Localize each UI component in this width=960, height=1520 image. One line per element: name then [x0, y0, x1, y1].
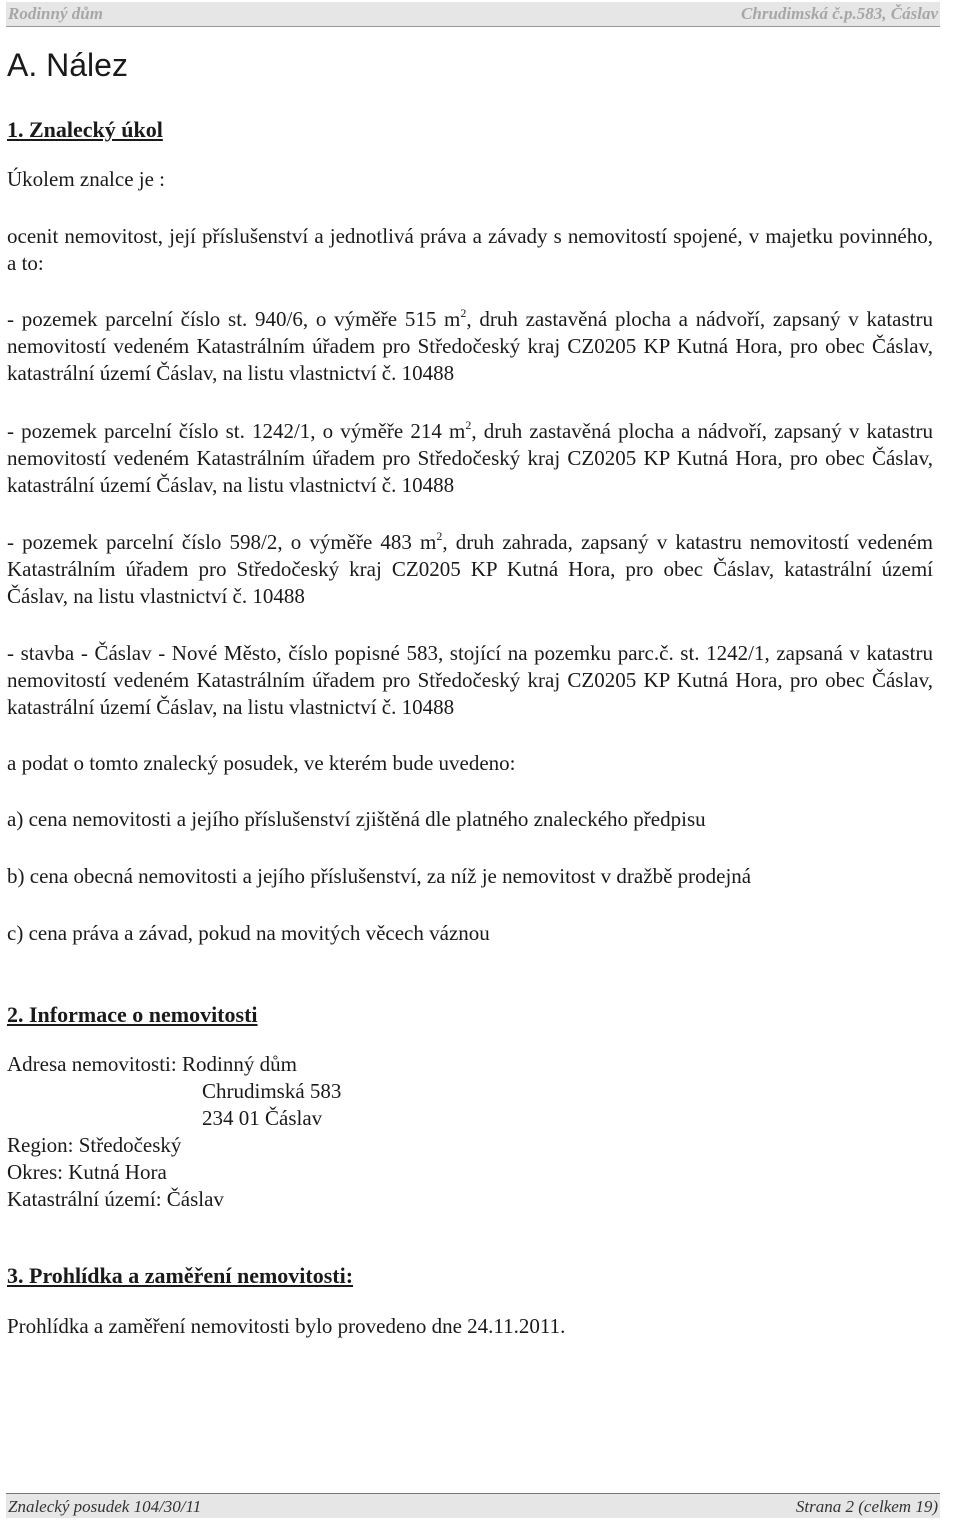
district: Okres: Kutná Hora [7, 1160, 167, 1184]
request-text: a podat o tomto znalecký posudek, ve kterém bude uvedeno: [7, 751, 516, 775]
footer-left: Znalecký posudek 104/30/11 [8, 1497, 202, 1516]
footer-right: Strana 2 (celkem 19) [795, 1497, 938, 1516]
section-3-heading: 3. Prohlídka a zaměření nemovitosti: [7, 1263, 354, 1288]
address-line-1: Adresa nemovitosti: Rodinný dům [7, 1052, 297, 1076]
page-header [6, 2, 940, 27]
section-2-heading: 2. Informace o nemovitosti [7, 1002, 258, 1027]
section-1-heading: 1. Znalecký úkol [7, 117, 163, 142]
header-right: Chrudimská č.p.583, Čáslav [741, 4, 938, 23]
item-parcel-1242-1: - pozemek parcelní číslo st. 1242/1, o výměře 214 $m^2$, druh zastavěná plocha a nádvoří, zapsaný v katastru nemovitostí vedeném Katastrálním úřadem pro Středočeský kraj CZ0205 KP Kutná Hora, pro obec Čáslav, katastrální území Čáslav, na listu vlastnictví č. 10488 [7, 418, 933, 497]
intro-text: Úkolem znalce je : [7, 167, 166, 191]
cadastral-area: Katastrální území: Čáslav [7, 1187, 224, 1211]
point-a: a) cena nemovitosti a jejího příslušenství zjištěná dle platného znaleckého předpisu [7, 807, 706, 831]
region: Region: Středočeský [7, 1133, 182, 1157]
page-title: A. Nález [7, 47, 128, 83]
item-building-583: - stavba - Čáslav - Nové Město, číslo popisné 583, stojící na pozemku parc.č. st. 1242/1, zapsaná v katastru nemovitostí vedeném Katastrálním úřadem pro Středočeský kraj CZ0205 KP Kutná Hora, pro obec Čáslav, katastrální území Čáslav, na listu vlastnictví č. 10488 [7, 641, 933, 719]
address-line-2: Chrudimská 583 [202, 1079, 342, 1103]
point-b: b) cena obecná nemovitosti a jejího příslušenství, za níž je nemovitost v dražbě prodejná [7, 864, 752, 888]
address-line-3: 234 01 Čáslav [202, 1106, 323, 1130]
property-info [7, 1051, 341, 1213]
inspection-text: Prohlídka a zaměření nemovitosti bylo provedeno dne 24.11.2011. [7, 1314, 566, 1338]
point-c: c) cena práva a závad, pokud na movitých věcech váznou [7, 921, 490, 945]
item-parcel-940-6: - pozemek parcelní číslo st. 940/6, o výměře 515 $m^2$, druh zastavěná plocha a nádvoří, zapsaný v katastru nemovitostí vedeném Katastrálním úřadem pro Středočeský kraj CZ0205 KP Kutná Hora, pro obec Čáslav, katastrální území Čáslav, na listu vlastnictví č. 10488 [7, 306, 933, 385]
page-footer [6, 1493, 940, 1518]
item-parcel-598-2: - pozemek parcelní číslo 598/2, o výměře 483 $m^2$, druh zahrada, zapsaný v katastru nemovitostí vedeném Katastrálním úřadem pro Středočeský kraj CZ0205 KP Kutná Hora, pro obec Čáslav, katastrální území Čáslav, na listu vlastnictví č. 10488 [7, 529, 934, 608]
task-paragraph: ocenit nemovitost, její příslušenství a jednotlivá práva a závady s nemovitostí spojené, v majetku povinného, a to: [7, 224, 933, 275]
header-left: Rodinný dům [8, 4, 103, 23]
